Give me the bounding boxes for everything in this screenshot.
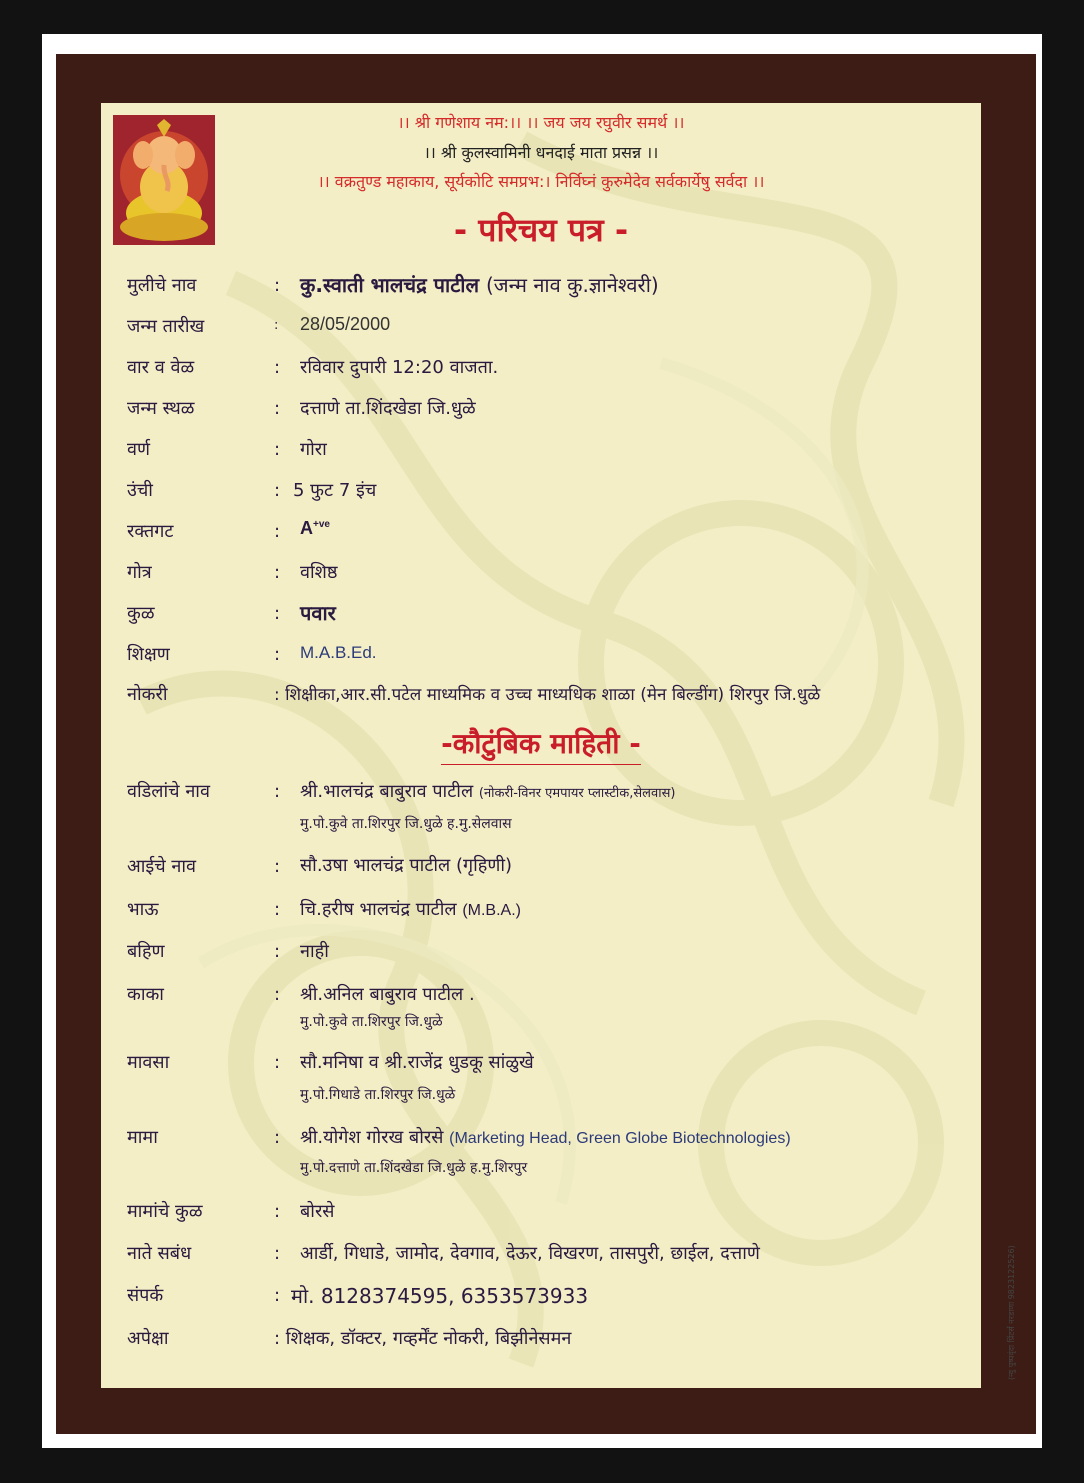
blood-rh: +ve: [313, 519, 330, 530]
header-line-2: ।। श्री कुलस्वामिनी धनदाई माता प्रसन्न ।।: [423, 143, 659, 162]
label-mavsa: मावसा: [127, 1052, 170, 1073]
value-father: [300, 779, 675, 803]
brother-name: चि.हरीष भालचंद्र पाटील: [300, 899, 457, 920]
name-text: कु.स्वाती भालचंद्र पाटील: [300, 273, 480, 297]
label-relations: नाते सबंध: [127, 1243, 192, 1264]
label-day-time: वार व वेळ: [127, 357, 195, 378]
label-dob: जन्म तारीख: [127, 316, 205, 337]
value-brother: [300, 897, 521, 921]
blood-letter: A: [300, 518, 313, 538]
colon: :: [274, 856, 281, 877]
label-mama-kul: मामांचे कुळ: [127, 1201, 203, 1222]
father-name: श्री.भालचंद्र बाबुराव पाटील: [300, 781, 474, 802]
label-gotra: गोत्र: [127, 562, 152, 583]
value-mavsa: सौ.मनिषा व श्री.राजेंद्र धुडकू सांळुखे: [300, 1052, 534, 1073]
value-education: M.A.B.Ed.: [300, 643, 377, 662]
colon: :: [274, 480, 281, 501]
label-sister: बहिण: [127, 941, 165, 962]
father-address: मु.पो.कुवे ता.शिरपुर जि.धुळे ह.मु.सेलवास: [300, 816, 512, 832]
label-expectation: अपेक्षा: [127, 1328, 169, 1349]
brother-degree: (M.B.A.): [462, 902, 521, 919]
colon: :: [274, 562, 281, 583]
mavsa-address: मु.पो.गिधाडे ता.शिरपुर जि.धुळे: [300, 1087, 456, 1103]
colon: :: [274, 398, 281, 419]
birth-name-text: (जन्म नाव कु.ज्ञानेश्वरी): [486, 273, 659, 297]
value-height: 5 फुट 7 इंच: [293, 480, 377, 501]
value-expectation: : शिक्षक, डॉक्टर, गव्हर्मेंट नोकरी, बिझीनेसमन: [274, 1328, 572, 1349]
value-name: [300, 271, 659, 298]
label-birthplace: जन्म स्थळ: [127, 398, 195, 419]
colon: :: [274, 521, 281, 542]
colon: :: [274, 318, 279, 333]
value-sister: नाही: [300, 941, 329, 962]
label-complexion: वर्ण: [127, 439, 151, 460]
colon: :: [274, 781, 281, 802]
colon: :: [274, 1201, 281, 1222]
colon: :: [274, 941, 281, 962]
family-title-text: -कौटुंबिक माहिती -: [441, 724, 641, 765]
label-father: वडिलांचे नाव: [127, 781, 210, 802]
mama-address: मु.पो.दत्ताणे ता.शिंदखेडा जि.धुळे ह.मु.शिरपुर: [300, 1160, 528, 1176]
colon: :: [274, 644, 281, 665]
mama-name: श्री.योगेश गोरख बोरसे: [300, 1127, 444, 1148]
label-mother: आईचे नाव: [127, 856, 197, 877]
value-job: : शिक्षीका,आर.सी.पटेल माध्यमिक व उच्च माध्यधिक शाळा (मेन बिल्डींग) शिरपुर जि.धुळे: [274, 685, 821, 705]
label-education: शिक्षण: [127, 644, 170, 665]
page-title: - परिचय पत्र -: [453, 211, 629, 249]
uncle-address: मु.पो.कुवे ता.शिरपुर जि.धुळे: [300, 1014, 443, 1030]
value-relations: आर्डी, गिधाडे, जामोद, देवगाव, देऊर, विखरण, तासपुरी, छाईल, दत्ताणे: [300, 1243, 760, 1264]
label-kul: कुळ: [127, 603, 155, 624]
value-birthplace: दत्ताणे ता.शिंदखेडा जि.धुळे: [300, 398, 476, 419]
family-section-title: [101, 724, 981, 765]
label-uncle: काका: [127, 984, 164, 1005]
colon: :: [274, 603, 281, 624]
header-line-1: ।। श्री गणेशाय नम:।। ।। जय जय रघुवीर समर्थ ।।: [397, 113, 685, 132]
value-contact: मो. 8128374595, 6353573933: [291, 1284, 589, 1308]
label-name: मुलीचे नाव: [127, 275, 197, 296]
value-mother: सौ.उषा भालचंद्र पाटील (गृहिणी): [300, 855, 513, 876]
header-line-3: ।। वक्रतुण्ड महाकाय, सूर्यकोटि समप्रभ:। निर्विघ्नं कुरुमेदेव सर्वकार्येषु सर्वदा ।।: [317, 172, 765, 191]
label-blood-group: रक्तगट: [127, 521, 174, 542]
father-job-note: (नोकरी-विनर एमपायर प्लास्टीक,सेलवास): [478, 786, 676, 801]
colon: :: [274, 357, 281, 378]
value-mama: [300, 1125, 791, 1149]
colon: :: [274, 1285, 281, 1306]
colon: :: [274, 984, 281, 1005]
colon: :: [274, 899, 281, 920]
label-mama: मामा: [127, 1127, 158, 1148]
label-contact: संपर्क: [127, 1285, 164, 1306]
value-blood-group: [300, 518, 330, 539]
value-day-time: रविवार दुपारी 12:20 वाजता.: [300, 357, 499, 378]
value-uncle: श्री.अनिल बाबुराव पाटील .: [300, 984, 475, 1005]
colon: :: [274, 1243, 281, 1264]
value-gotra: वशिष्ठ: [300, 562, 338, 583]
value-kul: पवार: [300, 601, 336, 625]
label-job: नोकरी: [127, 684, 168, 705]
colon: :: [274, 275, 281, 296]
colon: :: [274, 1127, 281, 1148]
label-brother: भाऊ: [127, 899, 159, 920]
value-mama-kul: बोरसे: [300, 1201, 335, 1222]
label-height: उंची: [127, 480, 153, 501]
colon: :: [274, 439, 281, 460]
printer-note: (न्यु पुष्पवृंदा प्रिंटर्स नरडाणा 9823122526): [1007, 1245, 1016, 1380]
value-complexion: गोरा: [300, 439, 327, 460]
value-dob: 28/05/2000: [300, 314, 391, 334]
mama-job-note: (Marketing Head, Green Globe Biotechnologies): [449, 1130, 791, 1147]
colon: :: [274, 1052, 281, 1073]
